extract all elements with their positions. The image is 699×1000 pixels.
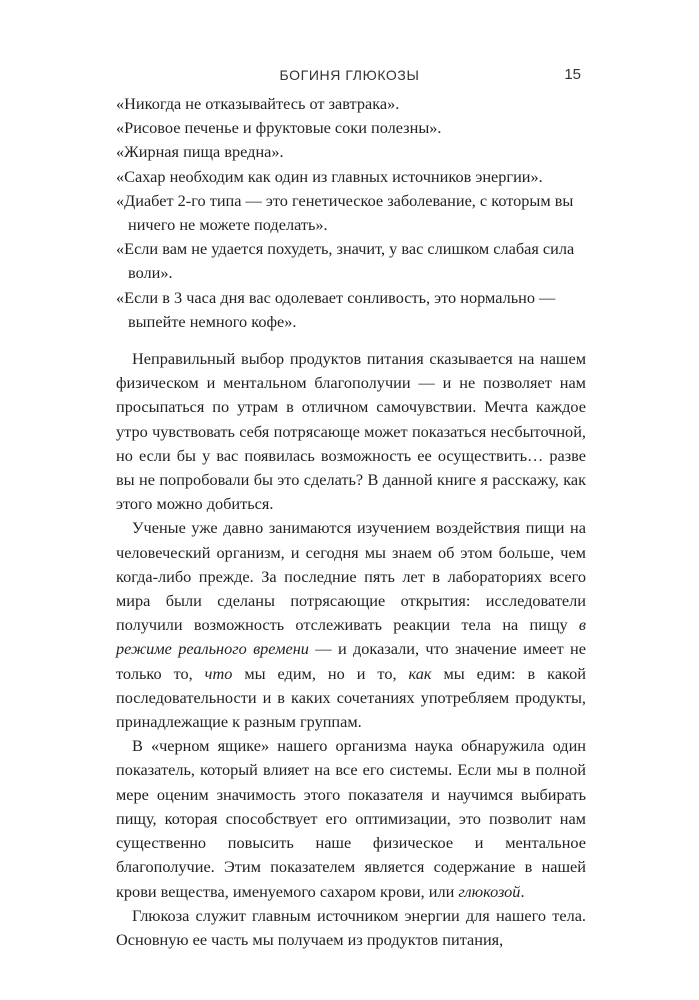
quote-item: «Сахар необходим как один из главных источников энергии». — [116, 166, 543, 186]
paragraph-text: — и доказали, что значение имеет не только то, — [116, 639, 586, 683]
body-text — [116, 92, 586, 952]
quote-item: «Никогда не отказывайтесь от завтрака». — [116, 94, 400, 113]
quote-item: «Рисовое печенье и фруктовые соки полезны». — [116, 118, 442, 138]
page-number: 15 — [564, 66, 581, 83]
paragraph-4: Глюкоза служит главным источником энергии для нашего тела. Основную ее часть мы получаем из продуктов питания, — [116, 905, 586, 949]
paragraph-text: Ученые уже давно занимаются изучением воздействия пищи на человеческий организм, и сегодня мы знаем об этом больше, чем когда-либо прежде. За последние пять лет в лабораториях всего мира были сделаны потрясающие открытия: исследователи получили возможность отслеживать реакции тела на пищу — [116, 518, 586, 635]
quote-item: «Если в 3 часа дня вас одолевает сонливость, это нормально — выпейте немного кофе». — [116, 287, 556, 331]
running-title: БОГИНЯ ГЛЮКОЗЫ — [279, 67, 420, 83]
paragraph-1: Неправильный выбор продуктов питания сказывается на нашем физическом и ментальном благополучии — и не позволяет нам просыпаться по утрам в отличном самочувствии. Мечта каждое утро чувствовать себя потрясающе может показаться несбыточной, но если бы у вас появилась возможность ее осуществить… разве вы не попробовали бы это сделать? В данной книге я расскажу, как этого можно добиться. — [116, 349, 586, 514]
paragraph-text: . — [520, 881, 525, 901]
emphasis-text: как — [408, 663, 432, 683]
paragraph-2 — [116, 516, 586, 734]
quote-item: «Жирная пища вредна». — [116, 142, 284, 162]
quote-item: «Диабет 2-го типа — это генетическое заболевание, с которым вы ничего не можете поделать». — [116, 190, 574, 235]
paragraph-text: мы едим: в какой последовательности и в каких сочетаниях употребляем продукты, принадлежащие к разным группам. — [116, 663, 586, 732]
emphasis-text: глюкозой — [458, 881, 521, 901]
myth-quotes-list — [116, 92, 586, 334]
quote-item: «Если вам не удается похудеть, значит, у вас слишком слабая сила воли». — [116, 239, 575, 283]
paragraph-text: В «черном ящике» нашего организма наука обнаружила один показатель, который влияет на все его системы. Если мы в полной мере оценим значимость этого показателя и научимся выбирать пищу, которая способствует его оптимизации, это позволит нам существенно повысить наше физическое и ментальное благополучие. Этим показателем является содержание в нашей крови вещества, именуемого сахаром крови, или — [116, 736, 586, 901]
emphasis-text: что — [204, 663, 233, 683]
paragraph-3 — [116, 734, 586, 903]
running-header — [0, 64, 699, 86]
emphasis-text: в режиме реального времени — [116, 615, 586, 659]
paragraph-text: мы едим, но и то, — [232, 663, 409, 683]
